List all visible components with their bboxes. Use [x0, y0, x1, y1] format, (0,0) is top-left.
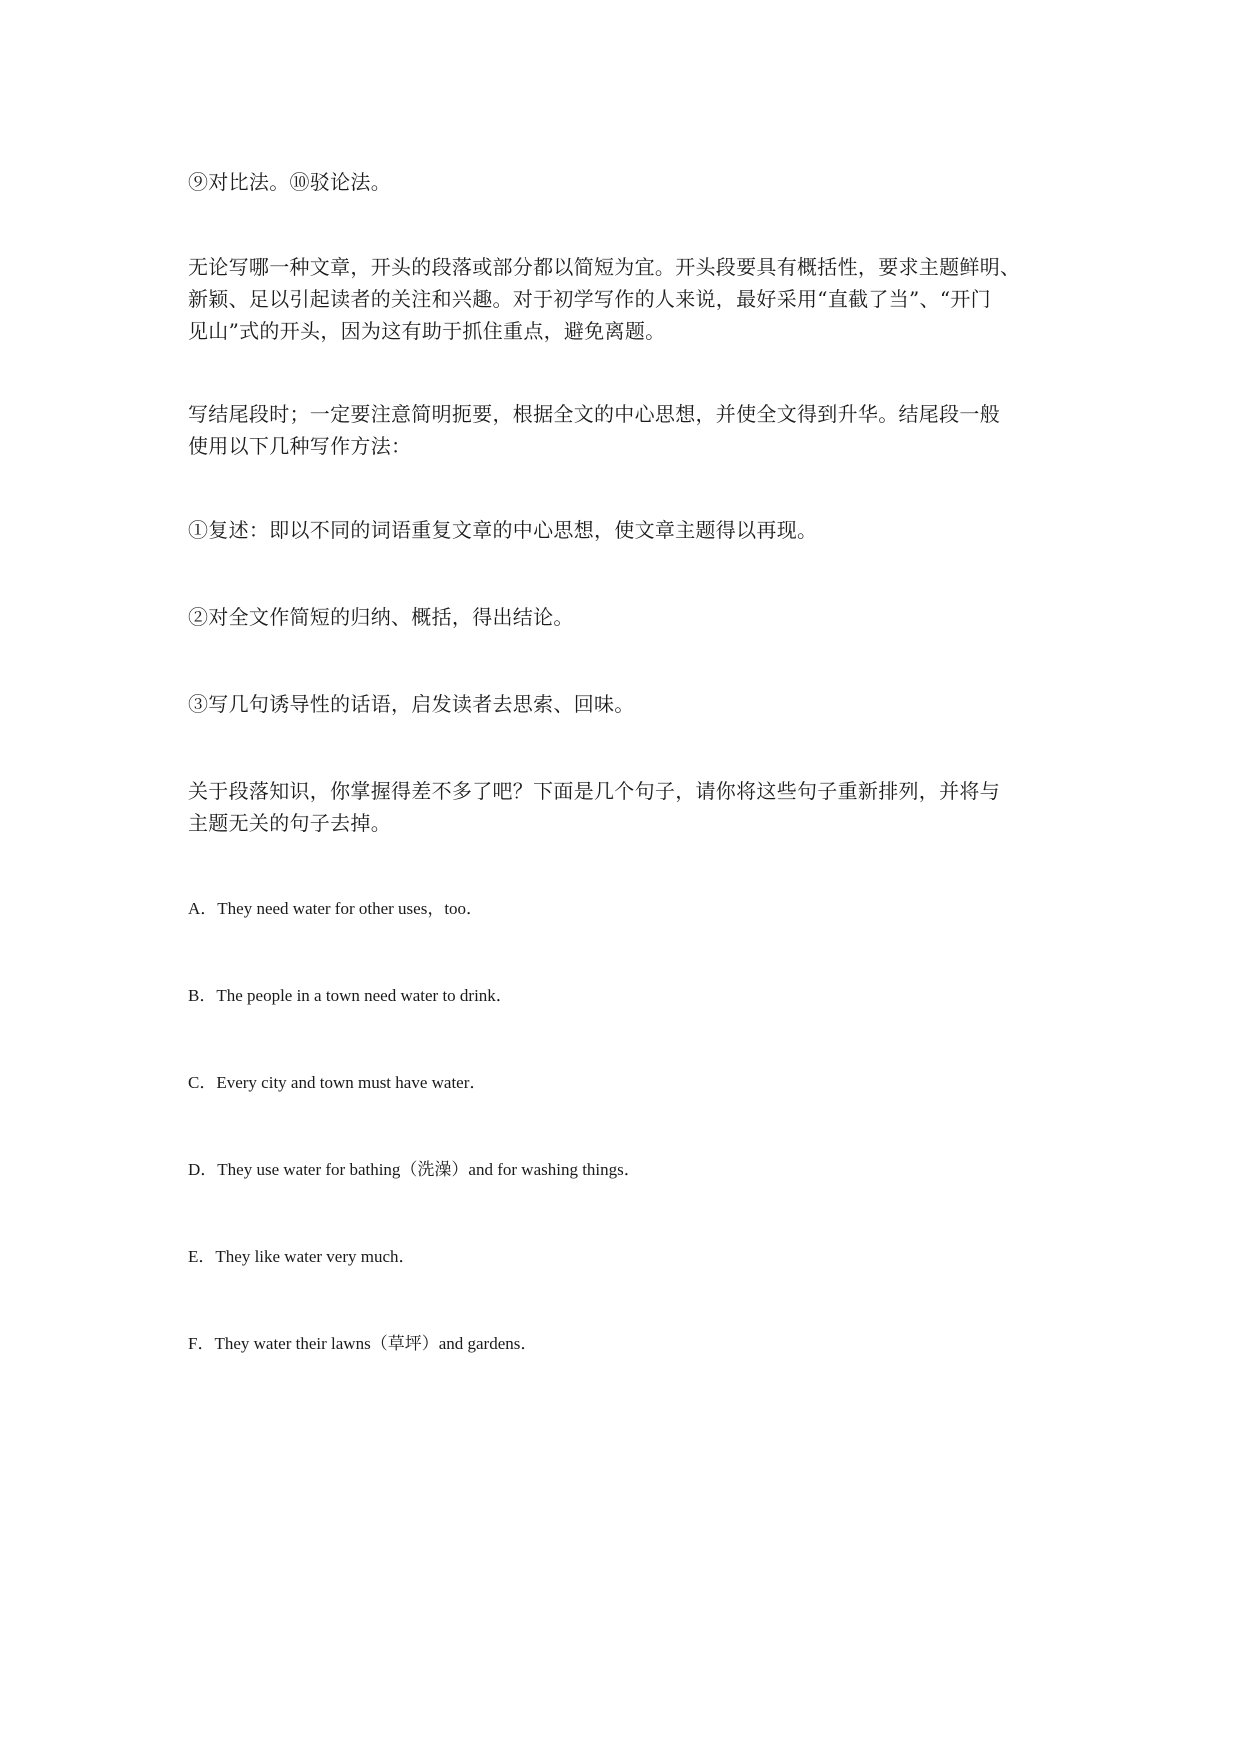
- paragraph-methods-continued: [188, 166, 1068, 198]
- paragraph-line: ①复述：即以不同的词语重复文章的中心思想，使文章主题得以再现。: [188, 518, 818, 542]
- sentence-text: A．They need water for other uses，too．: [188, 899, 484, 918]
- sentence-f: [188, 1329, 1068, 1359]
- paragraph-line: 见山”式的开头，因为这有助于抓住重点，避免离题。: [188, 319, 666, 343]
- sentence-text: C．Every city and town must have water．: [188, 1073, 487, 1092]
- ending-method-2: [188, 601, 1068, 633]
- paragraph-line: 使用以下几种写作方法：: [188, 434, 412, 458]
- paragraph-line: ②对全文作简短的归纳、概括，得出结论。: [188, 605, 574, 629]
- paragraph-line: 新颖、足以引起读者的关注和兴趣。对于初学写作的人来说，最好采用“直截了当”、“开门: [188, 287, 991, 311]
- paragraph-line: 写结尾段时；一定要注意简明扼要，根据全文的中心思想，并使全文得到升华。结尾段一般: [188, 402, 1000, 426]
- paragraph-line: 无论写哪一种文章，开头的段落或部分都以简短为宜。开头段要具有概括性，要求主题鲜明、: [188, 255, 1021, 279]
- sentence-d: [188, 1155, 1068, 1185]
- paragraph-ending-advice: [188, 398, 1068, 462]
- paragraph-opening-advice: [188, 251, 1068, 347]
- sentence-text: F．They water their lawns（草坪）and gardens．: [188, 1334, 538, 1353]
- paragraph-line: ③写几句诱导性的话语，启发读者去思索、回味。: [188, 692, 635, 716]
- ending-method-1: [188, 514, 1068, 546]
- paragraph-line: ⑨对比法。⑩驳论法。: [188, 170, 391, 194]
- paragraph-line: 关于段落知识，你掌握得差不多了吧？下面是几个句子，请你将这些句子重新排列，并将与: [188, 779, 1000, 803]
- sentence-text: E．They like water very much．: [188, 1247, 416, 1266]
- ending-method-3: [188, 688, 1068, 720]
- paragraph-line: 主题无关的句子去掉。: [188, 811, 391, 835]
- sentence-text: B．The people in a town need water to drink．: [188, 986, 513, 1005]
- sentence-b: [188, 981, 1068, 1011]
- sentence-a: [188, 894, 1068, 924]
- sentence-text: D．They use water for bathing（洗澡）and for washing things．: [188, 1160, 641, 1179]
- sentence-e: [188, 1242, 1068, 1272]
- sentence-c: [188, 1068, 1068, 1098]
- paragraph-exercise-intro: [188, 775, 1068, 839]
